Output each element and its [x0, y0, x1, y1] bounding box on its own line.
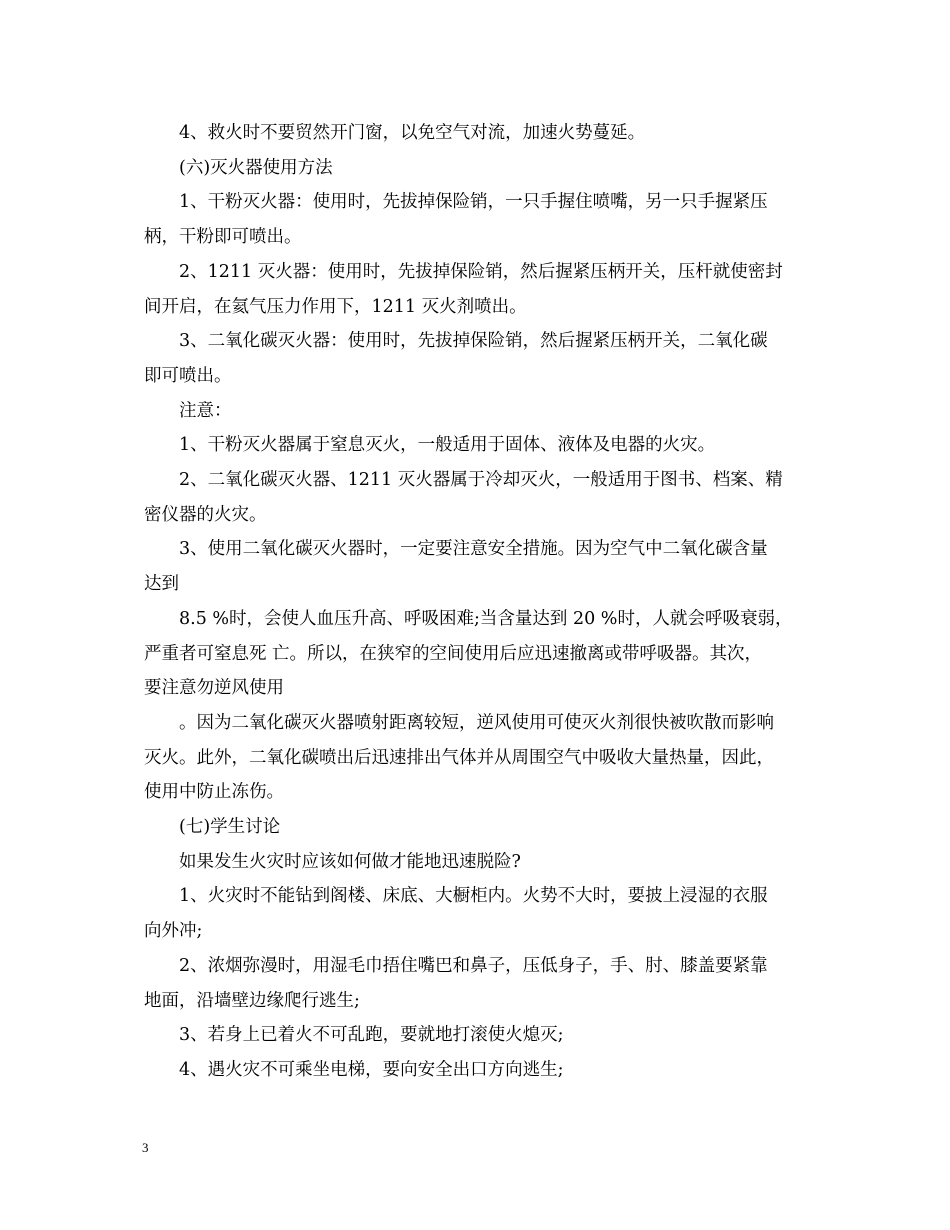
text-line: 要注意勿逆风使用 — [144, 678, 284, 699]
text-line: 向外冲; — [144, 921, 203, 942]
text-line: 达到 — [144, 574, 179, 595]
text-line: 2、浓烟弥漫时，用湿毛巾捂住嘴巴和鼻子，压低身子，手、肘、膝盖要紧靠 — [179, 955, 768, 976]
section-heading: (七)学生讨论 — [179, 817, 281, 838]
text-line: 密仪器的火灾。 — [144, 504, 267, 525]
text-lines — [144, 116, 814, 1088]
text-line: 2、二氧化碳灭火器、1211 灭火器属于冷却灭火，一般适用于图书、档案、精 — [179, 470, 783, 491]
text-line: 4、救火时不要贸然开门窗，以免空气对流，加速火势蔓延。 — [179, 123, 646, 143]
text-line: 地面，沿墙壁边缘爬行逃生; — [144, 990, 360, 1011]
note-heading: 注意： — [179, 400, 232, 421]
text-line: 1、火灾时不能钻到阁楼、床底、大橱柜内。火势不大时，要披上浸湿的衣服 — [179, 886, 768, 907]
text-line: 2、1211 灭火器：使用时，先拔掉保险销，然后握紧压柄开关，压杆就使密封 — [179, 261, 783, 282]
text-line: 3、使用二氧化碳灭火器时，一定要注意安全措施。因为空气中二氧化碳含量 — [179, 539, 768, 560]
page-number: 3 — [142, 1140, 149, 1155]
text-line: 间开启，在氦气压力作用下，1211 灭火剂喷出。 — [144, 296, 527, 317]
text-line: 3、二氧化碳灭火器：使用时，先拔掉保险销，然后握紧压柄开关，二氧化碳 — [179, 331, 768, 352]
text-line: 使用中防止冻伤。 — [144, 782, 284, 803]
section-heading: (六)灭火器使用方法 — [179, 157, 333, 178]
text-line: 1、干粉灭火器：使用时，先拔掉保险销，一只手握住喷嘴，另一只手握紧压 — [179, 192, 768, 213]
text-line: 1、干粉灭火器属于窒息灭火，一般适用于固体、液体及电器的火灾。 — [179, 435, 716, 456]
text-line: 严重者可窒息死 亡。所以，在狭窄的空间使用后应迅速撤离或带呼吸器。其次， — [144, 643, 763, 664]
text-line: 。因为二氧化碳灭火器喷射距离较短，逆风使用可使灭火剂很快被吹散而影响 — [179, 712, 774, 733]
text-line: 4、遇火灾不可乘坐电梯，要向安全出口方向逃生; — [179, 1059, 564, 1080]
question-line: 如果发生火灾时应该如何做才能地迅速脱险? — [179, 851, 521, 872]
text-line: 灭火。此外，二氧化碳喷出后迅速排出气体并从周围空气中吸收大量热量，因此， — [144, 747, 774, 768]
text-line: 即可喷出。 — [144, 365, 232, 386]
text-line: 8.5 %时，会使人血压升高、呼吸困难;当含量达到 20 %时，人就会呼吸衰弱， — [179, 608, 793, 629]
text-line: 柄，干粉即可喷出。 — [144, 227, 302, 248]
document-body — [144, 116, 814, 1088]
text-line: 3、若身上已着火不可乱跑，要就地打滚使火熄灭; — [179, 1025, 564, 1046]
